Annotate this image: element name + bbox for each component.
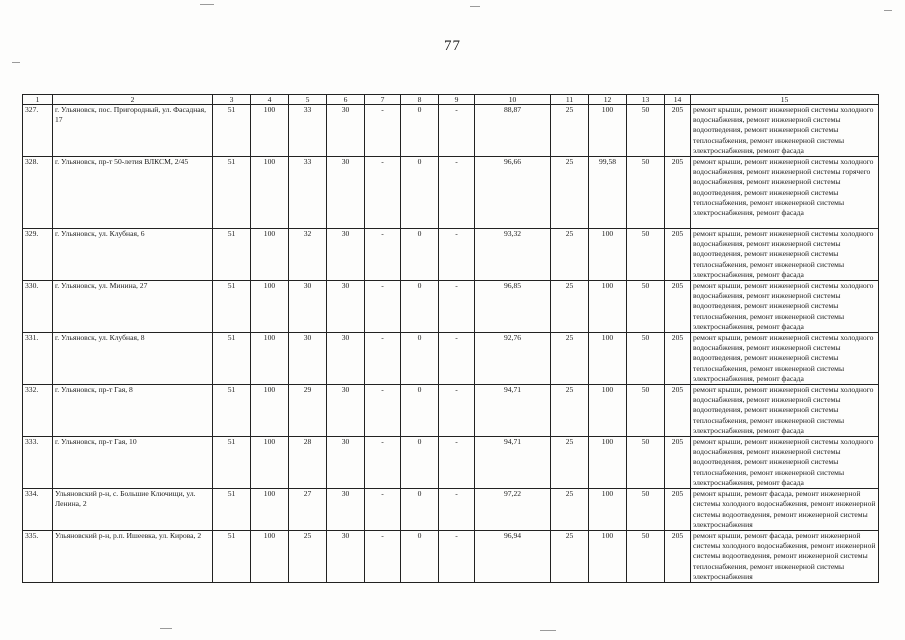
value-cell-col-7: - xyxy=(365,333,401,385)
value-cell-col-7: - xyxy=(365,105,401,157)
value-cell-col-4: 100 xyxy=(251,229,289,281)
value-cell-col-10: 96,66 xyxy=(475,157,551,229)
scan-artifact xyxy=(470,6,480,7)
value-cell-col-14: 205 xyxy=(665,489,691,531)
value-cell-col-6: 30 xyxy=(327,105,365,157)
value-cell-col-4: 100 xyxy=(251,157,289,229)
value-cell-col-12: 100 xyxy=(589,385,627,437)
value-cell-col-9: - xyxy=(439,333,475,385)
value-cell-col-13: 50 xyxy=(627,489,665,531)
value-cell-col-5: 33 xyxy=(289,105,327,157)
table-row xyxy=(23,489,879,531)
value-cell-col-14: 205 xyxy=(665,157,691,229)
value-cell-col-10: 96,85 xyxy=(475,281,551,333)
value-cell-col-5: 30 xyxy=(289,281,327,333)
row-number: 333. xyxy=(23,437,53,489)
value-cell-col-12: 100 xyxy=(589,437,627,489)
value-cell-col-3: 51 xyxy=(213,437,251,489)
table-row xyxy=(23,530,879,582)
works-list-cell: ремонт крыши, ремонт инженерной системы холодного водоснабжения, ремонт инженерной системы водоотведения, ремонт инженерной системы теплоснабжения, ремонт инженерной системы электроснабжения, ремонт фасада xyxy=(691,105,879,157)
value-cell-col-5: 32 xyxy=(289,229,327,281)
address-cell: г. Ульяновск, ул. Минина, 27 xyxy=(53,281,213,333)
works-list-cell: ремонт крыши, ремонт фасада, ремонт инженерной системы холодного водоснабжения, ремонт инженерной системы водоотведения, ремонт инженерной системы электроснабжения xyxy=(691,489,879,531)
scan-artifact xyxy=(12,62,20,63)
value-cell-col-5: 33 xyxy=(289,157,327,229)
value-cell-col-5: 27 xyxy=(289,489,327,531)
value-cell-col-8: 0 xyxy=(401,105,439,157)
value-cell-col-3: 51 xyxy=(213,530,251,582)
value-cell-col-13: 50 xyxy=(627,385,665,437)
table-row xyxy=(23,157,879,229)
column-header: 7 xyxy=(365,95,401,105)
row-number: 327. xyxy=(23,105,53,157)
works-list-cell: ремонт крыши, ремонт инженерной системы холодного водоснабжения, ремонт инженерной системы водоотведения, ремонт инженерной системы теплоснабжения, ремонт инженерной системы электроснабжения, ремонт фасада xyxy=(691,281,879,333)
address-cell: г. Ульяновск, ул. Клубная, 8 xyxy=(53,333,213,385)
value-cell-col-3: 51 xyxy=(213,385,251,437)
value-cell-col-3: 51 xyxy=(213,489,251,531)
value-cell-col-10: 97,22 xyxy=(475,489,551,531)
value-cell-col-11: 25 xyxy=(551,157,589,229)
value-cell-col-6: 30 xyxy=(327,489,365,531)
value-cell-col-3: 51 xyxy=(213,105,251,157)
value-cell-col-12: 100 xyxy=(589,229,627,281)
value-cell-col-11: 25 xyxy=(551,229,589,281)
column-header: 10 xyxy=(475,95,551,105)
value-cell-col-12: 100 xyxy=(589,105,627,157)
row-number: 329. xyxy=(23,229,53,281)
repair-register-table xyxy=(22,94,879,583)
value-cell-col-8: 0 xyxy=(401,281,439,333)
value-cell-col-9: - xyxy=(439,105,475,157)
value-cell-col-5: 25 xyxy=(289,530,327,582)
scan-artifact xyxy=(160,628,172,629)
value-cell-col-3: 51 xyxy=(213,157,251,229)
value-cell-col-9: - xyxy=(439,489,475,531)
value-cell-col-10: 88,87 xyxy=(475,105,551,157)
value-cell-col-11: 25 xyxy=(551,333,589,385)
column-header: 11 xyxy=(551,95,589,105)
value-cell-col-13: 50 xyxy=(627,229,665,281)
table-row xyxy=(23,105,879,157)
row-number: 331. xyxy=(23,333,53,385)
column-header: 5 xyxy=(289,95,327,105)
value-cell-col-13: 50 xyxy=(627,530,665,582)
column-header: 3 xyxy=(213,95,251,105)
value-cell-col-6: 30 xyxy=(327,157,365,229)
value-cell-col-11: 25 xyxy=(551,105,589,157)
value-cell-col-13: 50 xyxy=(627,437,665,489)
value-cell-col-6: 30 xyxy=(327,281,365,333)
column-header: 2 xyxy=(53,95,213,105)
value-cell-col-12: 99,58 xyxy=(589,157,627,229)
scan-artifact xyxy=(540,630,556,631)
column-header: 14 xyxy=(665,95,691,105)
value-cell-col-14: 205 xyxy=(665,437,691,489)
value-cell-col-10: 92,76 xyxy=(475,333,551,385)
value-cell-col-4: 100 xyxy=(251,489,289,531)
address-cell: Ульяновский р-н, р.п. Ишеевка, ул. Кирова, 2 xyxy=(53,530,213,582)
value-cell-col-7: - xyxy=(365,385,401,437)
column-header: 13 xyxy=(627,95,665,105)
value-cell-col-13: 50 xyxy=(627,333,665,385)
table-row xyxy=(23,281,879,333)
value-cell-col-7: - xyxy=(365,530,401,582)
value-cell-col-10: 96,94 xyxy=(475,530,551,582)
value-cell-col-3: 51 xyxy=(213,229,251,281)
scan-artifact xyxy=(884,10,892,11)
value-cell-col-3: 51 xyxy=(213,333,251,385)
value-cell-col-12: 100 xyxy=(589,333,627,385)
table-row xyxy=(23,437,879,489)
value-cell-col-13: 50 xyxy=(627,157,665,229)
value-cell-col-4: 100 xyxy=(251,437,289,489)
value-cell-col-7: - xyxy=(365,281,401,333)
scan-artifact xyxy=(200,4,214,5)
works-list-cell: ремонт крыши, ремонт фасада, ремонт инженерной системы холодного водоснабжения, ремонт инженерной системы водоотведения, ремонт инженерной системы теплоснабжения, ремонт инженерной системы электроснабжения xyxy=(691,530,879,582)
value-cell-col-8: 0 xyxy=(401,437,439,489)
works-list-cell: ремонт крыши, ремонт инженерной системы холодного водоснабжения, ремонт инженерной системы горячего водоснабжения, ремонт инженерной системы водоотведения, ремонт инженерной системы теплоснабжения, ремонт инженерной системы электроснабжения, ремонт фасада xyxy=(691,157,879,229)
value-cell-col-8: 0 xyxy=(401,530,439,582)
column-header: 1 xyxy=(23,95,53,105)
address-cell: Ульяновский р-н, с. Большие Ключищи, ул. Ленина, 2 xyxy=(53,489,213,531)
value-cell-col-4: 100 xyxy=(251,333,289,385)
value-cell-col-11: 25 xyxy=(551,530,589,582)
table-row xyxy=(23,333,879,385)
value-cell-col-8: 0 xyxy=(401,229,439,281)
value-cell-col-4: 100 xyxy=(251,105,289,157)
value-cell-col-12: 100 xyxy=(589,281,627,333)
row-number: 332. xyxy=(23,385,53,437)
value-cell-col-11: 25 xyxy=(551,489,589,531)
address-cell: г. Ульяновск, ул. Клубная, 6 xyxy=(53,229,213,281)
column-header: 9 xyxy=(439,95,475,105)
column-header: 15 xyxy=(691,95,879,105)
value-cell-col-9: - xyxy=(439,229,475,281)
value-cell-col-7: - xyxy=(365,489,401,531)
works-list-cell: ремонт крыши, ремонт инженерной системы холодного водоснабжения, ремонт инженерной системы водоотведения, ремонт инженерной системы теплоснабжения, ремонт инженерной системы электроснабжения, ремонт фасада xyxy=(691,385,879,437)
value-cell-col-7: - xyxy=(365,229,401,281)
value-cell-col-4: 100 xyxy=(251,281,289,333)
value-cell-col-14: 205 xyxy=(665,385,691,437)
value-cell-col-7: - xyxy=(365,157,401,229)
value-cell-col-9: - xyxy=(439,530,475,582)
value-cell-col-8: 0 xyxy=(401,489,439,531)
value-cell-col-9: - xyxy=(439,437,475,489)
value-cell-col-9: - xyxy=(439,281,475,333)
address-cell: г. Ульяновск, пос. Пригородный, ул. Фасадная, 17 xyxy=(53,105,213,157)
value-cell-col-6: 30 xyxy=(327,437,365,489)
value-cell-col-10: 94,71 xyxy=(475,437,551,489)
page-number: 77 xyxy=(444,38,461,54)
value-cell-col-6: 30 xyxy=(327,333,365,385)
address-cell: г. Ульяновск, пр-т Гая, 8 xyxy=(53,385,213,437)
value-cell-col-14: 205 xyxy=(665,105,691,157)
column-number-header-row xyxy=(23,95,879,105)
value-cell-col-6: 30 xyxy=(327,385,365,437)
value-cell-col-14: 205 xyxy=(665,229,691,281)
value-cell-col-4: 100 xyxy=(251,530,289,582)
column-header: 4 xyxy=(251,95,289,105)
value-cell-col-5: 28 xyxy=(289,437,327,489)
value-cell-col-8: 0 xyxy=(401,157,439,229)
row-number: 335. xyxy=(23,530,53,582)
value-cell-col-14: 205 xyxy=(665,333,691,385)
value-cell-col-14: 205 xyxy=(665,530,691,582)
value-cell-col-12: 100 xyxy=(589,530,627,582)
works-list-cell: ремонт крыши, ремонт инженерной системы холодного водоснабжения, ремонт инженерной системы водоотведения, ремонт инженерной системы теплоснабжения, ремонт инженерной системы электроснабжения, ремонт фасада xyxy=(691,229,879,281)
value-cell-col-5: 30 xyxy=(289,333,327,385)
row-number: 328. xyxy=(23,157,53,229)
value-cell-col-10: 94,71 xyxy=(475,385,551,437)
value-cell-col-6: 30 xyxy=(327,530,365,582)
value-cell-col-8: 0 xyxy=(401,333,439,385)
value-cell-col-3: 51 xyxy=(213,281,251,333)
works-list-cell: ремонт крыши, ремонт инженерной системы холодного водоснабжения, ремонт инженерной системы водоотведения, ремонт инженерной системы теплоснабжения, ремонт инженерной системы электроснабжения, ремонт фасада xyxy=(691,437,879,489)
value-cell-col-9: - xyxy=(439,385,475,437)
value-cell-col-7: - xyxy=(365,437,401,489)
row-number: 334. xyxy=(23,489,53,531)
column-header: 6 xyxy=(327,95,365,105)
value-cell-col-6: 30 xyxy=(327,229,365,281)
address-cell: г. Ульяновск, пр-т 50-летия ВЛКСМ, 2/45 xyxy=(53,157,213,229)
value-cell-col-13: 50 xyxy=(627,281,665,333)
value-cell-col-5: 29 xyxy=(289,385,327,437)
address-cell: г. Ульяновск, пр-т Гая, 10 xyxy=(53,437,213,489)
column-header: 12 xyxy=(589,95,627,105)
value-cell-col-10: 93,32 xyxy=(475,229,551,281)
value-cell-col-9: - xyxy=(439,157,475,229)
row-number: 330. xyxy=(23,281,53,333)
value-cell-col-11: 25 xyxy=(551,385,589,437)
value-cell-col-14: 205 xyxy=(665,281,691,333)
value-cell-col-8: 0 xyxy=(401,385,439,437)
value-cell-col-12: 100 xyxy=(589,489,627,531)
column-header: 8 xyxy=(401,95,439,105)
table-row xyxy=(23,385,879,437)
works-list-cell: ремонт крыши, ремонт инженерной системы холодного водоснабжения, ремонт инженерной системы водоотведения, ремонт инженерной системы теплоснабжения, ремонт инженерной системы электроснабжения, ремонт фасада xyxy=(691,333,879,385)
table-row xyxy=(23,229,879,281)
value-cell-col-13: 50 xyxy=(627,105,665,157)
value-cell-col-4: 100 xyxy=(251,385,289,437)
value-cell-col-11: 25 xyxy=(551,437,589,489)
value-cell-col-11: 25 xyxy=(551,281,589,333)
